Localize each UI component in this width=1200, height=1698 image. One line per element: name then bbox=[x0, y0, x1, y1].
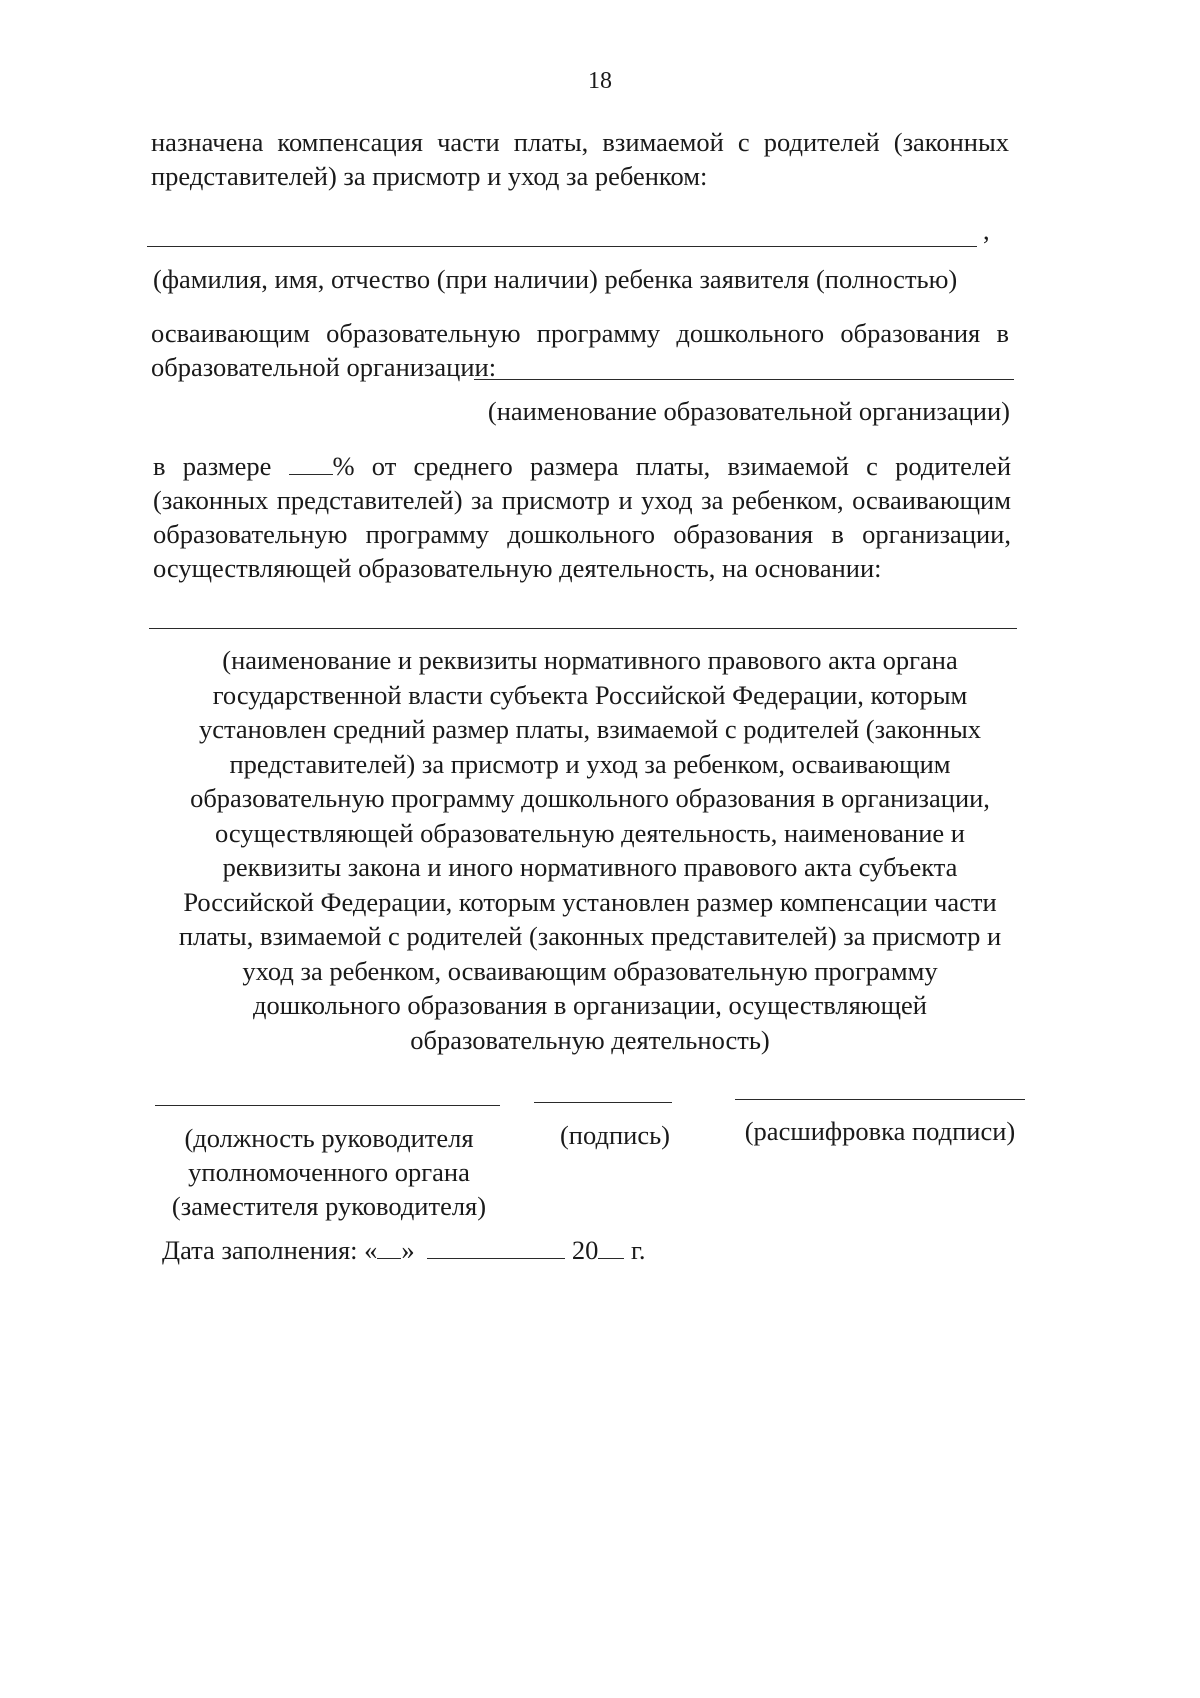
paragraph-line: образовательной организации: bbox=[151, 352, 497, 382]
caption-line: (заместителя руководителя) bbox=[171, 1191, 487, 1221]
position-caption bbox=[150, 1121, 508, 1223]
caption-line: Российской Федерации, которым установлен размер компенсации части bbox=[183, 886, 997, 917]
amount-suffix: % от среднего размера платы, взимаемой с родителей bbox=[332, 451, 1012, 481]
caption-line: образовательную деятельность) bbox=[410, 1024, 770, 1055]
month-field[interactable] bbox=[427, 1232, 565, 1259]
year-field[interactable] bbox=[598, 1232, 624, 1259]
paragraph-line: представителей) за присмотр и уход за ребенком: bbox=[151, 161, 708, 191]
paragraph-program bbox=[151, 316, 1009, 384]
caption-line: уход за ребенком, осваивающим образовательную программу bbox=[242, 955, 938, 986]
close-quote: » bbox=[401, 1235, 415, 1265]
caption-line: образовательную программу дошкольного образования в организации, bbox=[190, 783, 990, 813]
year-suffix: г. bbox=[631, 1235, 646, 1265]
caption-line: осуществляющей образовательную деятельность, наименование и bbox=[215, 817, 965, 848]
caption-line: уполномоченного органа bbox=[188, 1157, 470, 1187]
paragraph-amount bbox=[153, 448, 1011, 585]
caption-line: дошкольного образования в организации, осуществляющей bbox=[253, 990, 927, 1020]
caption-line: государственной власти субъекта Российской Федерации, которым bbox=[212, 679, 968, 710]
paragraph-line: образовательную программу дошкольного образования в организации, bbox=[153, 519, 1011, 549]
signature-line[interactable] bbox=[534, 1102, 672, 1103]
paragraph-line: осуществляющей образовательную деятельность, на основании: bbox=[153, 553, 882, 583]
signature-decoding-caption: (расшифровка подписи) bbox=[744, 1116, 1016, 1146]
caption-line: платы, взимаемой с родителей (законных представителей) за присмотр и bbox=[178, 921, 1002, 951]
basis-line[interactable] bbox=[149, 628, 1017, 629]
paragraph-line bbox=[153, 448, 1011, 483]
paragraph-line: (законных представителей) за присмотр и уход за ребенком, осваивающим bbox=[153, 485, 1011, 515]
signature-caption: (подпись) bbox=[559, 1120, 670, 1150]
day-field[interactable] bbox=[377, 1232, 401, 1259]
child-name-line[interactable] bbox=[147, 246, 977, 247]
basis-caption bbox=[150, 643, 1030, 1057]
paragraph-compensation-intro bbox=[151, 125, 1009, 193]
signature-decoding-line[interactable] bbox=[735, 1099, 1025, 1100]
caption-line: (должность руководителя bbox=[184, 1123, 474, 1153]
caption-line: (наименование и реквизиты нормативного правового акта органа bbox=[222, 645, 958, 675]
percent-field[interactable] bbox=[289, 448, 333, 475]
paragraph-line: осваивающим образовательную программу дошкольного образования в bbox=[151, 318, 1009, 348]
trailing-comma: , bbox=[983, 215, 990, 245]
position-line[interactable] bbox=[155, 1105, 500, 1106]
caption-line: реквизиты закона и иного нормативного правового акта субъекта bbox=[222, 852, 958, 882]
page-number: 18 bbox=[588, 68, 612, 94]
amount-prefix: в размере bbox=[153, 451, 272, 481]
child-name-caption: (фамилия, имя, отчество (при наличии) ребенка заявителя (полностью) bbox=[153, 264, 958, 294]
year-prefix: 20 bbox=[571, 1235, 599, 1265]
fill-date-label: Дата заполнения: bbox=[162, 1235, 358, 1265]
organization-caption: (наименование образовательной организации) bbox=[487, 396, 1010, 426]
caption-line: представителей) за присмотр и уход за ребенком, осваивающим bbox=[229, 748, 951, 779]
fill-date-row bbox=[162, 1232, 646, 1267]
caption-line: установлен средний размер платы, взимаемой с родителей (законных bbox=[198, 714, 982, 744]
open-quote: « bbox=[364, 1235, 378, 1265]
organization-name-line[interactable] bbox=[474, 379, 1014, 380]
paragraph-line: назначена компенсация части платы, взимаемой с родителей (законных bbox=[151, 127, 1009, 157]
